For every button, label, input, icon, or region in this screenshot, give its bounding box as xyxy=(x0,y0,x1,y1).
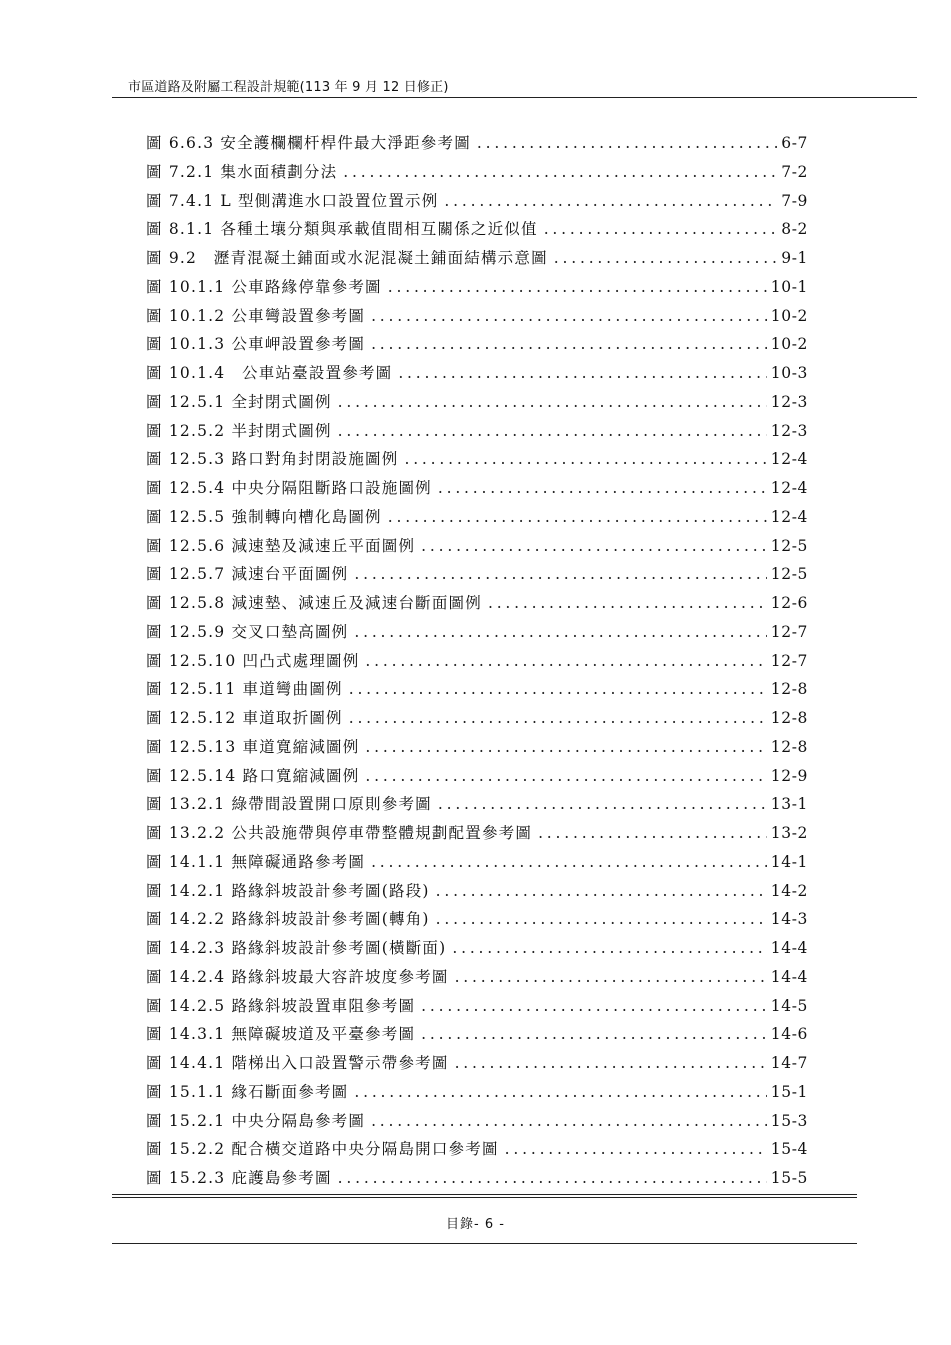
footer-divider xyxy=(112,1243,857,1244)
toc-entry-label: 圖 14.2.5 路緣斜坡設置車阻參考圖 xyxy=(146,996,416,1015)
toc-entry-label: 圖 13.2.2 公共設施帶與停車帶整體規劃配置參考圖 xyxy=(146,824,533,842)
toc-entry-page: 14-4 xyxy=(770,967,808,986)
toc-entry-page: 12-5 xyxy=(770,536,808,555)
toc-entry[interactable] xyxy=(146,850,808,879)
toc-dot-leader xyxy=(455,1054,767,1072)
toc-dot-leader xyxy=(354,1083,766,1101)
toc-entry-label: 圖 12.5.13 車道寬縮減圖例 xyxy=(146,737,360,756)
toc-entry[interactable] xyxy=(146,821,808,850)
toc-entry-page: 7-2 xyxy=(781,162,808,181)
toc-entry-label: 圖 7.2.1 集水面積劃分法 xyxy=(146,162,338,181)
toc-entry[interactable] xyxy=(146,246,808,275)
toc-entry-label: 圖 15.1.1 緣石斷面參考圖 xyxy=(146,1082,349,1101)
toc-entry-label: 圖 15.2.3 庇護島參考圖 xyxy=(146,1169,332,1187)
toc-entry-label: 圖 10.1.1 公車路緣停靠參考圖 xyxy=(146,277,382,296)
toc-entry-label: 圖 12.5.2 半封閉式圖例 xyxy=(146,421,332,440)
toc-entry-page: 8-2 xyxy=(781,220,808,239)
toc-entry-page: 12-7 xyxy=(770,622,808,641)
document-header-title: 市區道路及附屬工程設計規範(113 年 9 月 12 日修正) xyxy=(128,80,449,95)
toc-entry[interactable] xyxy=(146,936,808,965)
toc-dot-leader xyxy=(505,1140,767,1158)
toc-entry-page: 15-3 xyxy=(770,1111,808,1130)
toc-entry[interactable] xyxy=(146,505,808,534)
toc-entry[interactable] xyxy=(146,677,808,706)
toc-entry-page: 12-8 xyxy=(770,680,808,699)
toc-entry-label: 圖 14.2.2 路緣斜坡設計參考圖(轉角) xyxy=(146,910,430,929)
toc-dot-leader xyxy=(438,795,767,813)
toc-entry[interactable] xyxy=(146,1137,808,1166)
toc-entry[interactable] xyxy=(146,131,808,160)
toc-dot-leader xyxy=(388,278,767,296)
toc-entry-page: 14-6 xyxy=(770,1025,808,1044)
toc-dot-leader xyxy=(544,220,778,238)
toc-entry-label: 圖 6.6.3 安全護欄欄杆桿件最大淨距參考圖 xyxy=(146,134,471,152)
toc-dot-leader xyxy=(444,192,777,210)
toc-entry[interactable] xyxy=(146,447,808,476)
toc-dot-leader xyxy=(365,652,766,670)
toc-entry-page: 10-3 xyxy=(770,364,808,382)
toc-entry[interactable] xyxy=(146,591,808,620)
toc-entry-page: 12-8 xyxy=(770,737,808,756)
toc-entry[interactable] xyxy=(146,160,808,189)
toc-entry[interactable] xyxy=(146,994,808,1023)
toc-entry-label: 圖 14.1.1 無障礙通路參考圖 xyxy=(146,852,366,871)
toc-entry-page: 14-5 xyxy=(770,996,808,1015)
toc-entry-label: 圖 10.1.2 公車彎設置參考圖 xyxy=(146,306,366,325)
toc-entry[interactable] xyxy=(146,1051,808,1080)
toc-entry-page: 10-2 xyxy=(770,335,808,354)
toc-entry-page: 12-3 xyxy=(770,392,808,411)
toc-entry[interactable] xyxy=(146,879,808,908)
toc-entry-label: 圖 12.5.5 強制轉向槽化島圖例 xyxy=(146,507,382,526)
toc-entry-page: 14-7 xyxy=(770,1054,808,1072)
toc-entry-page: 12-9 xyxy=(770,766,808,785)
toc-entry-label: 圖 12.5.4 中央分隔阻斷路口設施圖例 xyxy=(146,479,432,497)
toc-dot-leader xyxy=(388,508,767,526)
toc-entry-label: 圖 12.5.10 凹凸式處理圖例 xyxy=(146,651,360,670)
toc-entry-label: 圖 12.5.7 減速台平面圖例 xyxy=(146,565,349,584)
toc-dot-leader xyxy=(421,997,767,1015)
footer-double-divider xyxy=(112,1194,857,1198)
toc-entry-label: 圖 13.2.1 綠帶間設置開口原則參考圖 xyxy=(146,795,432,814)
toc-entry[interactable] xyxy=(146,275,808,304)
toc-entry[interactable] xyxy=(146,1109,808,1138)
toc-entry-page: 7-9 xyxy=(781,191,808,210)
toc-entry-label: 圖 9.2 瀝青混凝土鋪面或水泥混凝土鋪面結構示意圖 xyxy=(146,249,548,267)
toc-entry[interactable] xyxy=(146,620,808,649)
toc-dot-leader xyxy=(354,565,766,583)
toc-entry-page: 10-2 xyxy=(770,306,808,325)
toc-dot-leader xyxy=(455,968,767,986)
toc-entry-label: 圖 12.5.3 路口對角封閉設施圖例 xyxy=(146,450,399,469)
toc-entry-page: 15-5 xyxy=(770,1169,808,1187)
toc-entry-label: 圖 12.5.9 交叉口墊高圖例 xyxy=(146,622,349,641)
toc-entry-label: 圖 8.1.1 各種土壤分類與承載值間相互關係之近似值 xyxy=(146,220,538,239)
toc-entry-page: 6-7 xyxy=(781,134,808,152)
toc-entry-label: 圖 12.5.14 路口寬縮減圖例 xyxy=(146,766,360,785)
toc-entry[interactable] xyxy=(146,332,808,361)
toc-dot-leader xyxy=(488,594,767,612)
toc-dot-leader xyxy=(398,364,766,382)
toc-dot-leader xyxy=(338,1169,767,1187)
toc-entry-page: 12-3 xyxy=(770,421,808,440)
toc-entry-page: 12-6 xyxy=(770,594,808,612)
toc-entry-page: 12-4 xyxy=(770,450,808,469)
toc-entry-label: 圖 15.2.2 配合橫交道路中央分隔島開口參考圖 xyxy=(146,1140,499,1159)
toc-entry-page: 14-2 xyxy=(770,881,808,900)
toc-entry-label: 圖 14.4.1 階梯出入口設置警示帶參考圖 xyxy=(146,1054,449,1072)
toc-entry-page: 12-4 xyxy=(770,507,808,526)
toc-dot-leader xyxy=(436,882,767,900)
header-divider xyxy=(112,97,917,98)
toc-entry[interactable] xyxy=(146,390,808,419)
toc-dot-leader xyxy=(438,479,767,497)
toc-dot-leader xyxy=(371,307,767,325)
toc-entry-page: 14-3 xyxy=(770,910,808,929)
toc-dot-leader xyxy=(371,335,767,353)
toc-entry[interactable] xyxy=(146,476,808,505)
toc-dot-leader xyxy=(404,450,766,468)
footer-page-number: 目錄- 6 - xyxy=(446,1217,505,1232)
toc-entry-page: 13-1 xyxy=(770,795,808,814)
toc-entry-page: 15-1 xyxy=(770,1082,808,1101)
toc-entry-label: 圖 14.2.1 路緣斜坡設計參考圖(路段) xyxy=(146,881,430,900)
toc-entry-page: 12-7 xyxy=(770,651,808,670)
toc-dot-leader xyxy=(421,537,767,555)
toc-entry[interactable] xyxy=(146,764,808,793)
toc-entry-label: 圖 12.5.1 全封閉式圖例 xyxy=(146,392,332,411)
toc-entry-page: 12-4 xyxy=(770,479,808,497)
toc-dot-leader xyxy=(477,134,777,152)
toc-entry-label: 圖 14.2.4 路緣斜坡最大容許坡度參考圖 xyxy=(146,967,449,986)
toc-entry-label: 圖 7.4.1 L 型側溝進水口設置位置示例 xyxy=(146,191,439,210)
table-of-figures xyxy=(146,131,808,1195)
toc-dot-leader xyxy=(365,738,766,756)
toc-entry[interactable] xyxy=(146,907,808,936)
toc-entry[interactable] xyxy=(146,1080,808,1109)
toc-entry-page: 9-1 xyxy=(781,249,808,267)
toc-dot-leader xyxy=(554,249,777,267)
toc-entry[interactable] xyxy=(146,649,808,678)
toc-entry-label: 圖 10.1.3 公車岬設置參考圖 xyxy=(146,335,366,354)
toc-dot-leader xyxy=(421,1025,767,1043)
toc-entry-label: 圖 12.5.8 減速墊、減速丘及減速台斷面圖例 xyxy=(146,594,482,612)
toc-dot-leader xyxy=(371,853,767,871)
toc-entry[interactable] xyxy=(146,1022,808,1051)
toc-dot-leader xyxy=(371,1112,767,1130)
toc-entry-label: 圖 15.2.1 中央分隔島參考圖 xyxy=(146,1111,366,1130)
toc-entry-page: 12-5 xyxy=(770,565,808,584)
toc-dot-leader xyxy=(343,163,777,181)
toc-entry[interactable] xyxy=(146,706,808,735)
toc-dot-leader xyxy=(538,824,767,842)
toc-dot-leader xyxy=(349,680,767,698)
toc-entry[interactable] xyxy=(146,1166,808,1195)
toc-entry[interactable] xyxy=(146,534,808,563)
toc-entry-page: 12-8 xyxy=(770,709,808,727)
toc-entry-label: 圖 10.1.4 公車站臺設置參考圖 xyxy=(146,364,393,382)
toc-entry[interactable] xyxy=(146,562,808,591)
toc-entry[interactable] xyxy=(146,419,808,448)
toc-dot-leader xyxy=(349,709,767,727)
toc-entry-page: 10-1 xyxy=(770,277,808,296)
toc-entry-label: 圖 12.5.12 車道取折圖例 xyxy=(146,709,343,727)
toc-entry-page: 15-4 xyxy=(770,1140,808,1159)
toc-entry-page: 14-1 xyxy=(770,852,808,871)
toc-entry[interactable] xyxy=(146,217,808,246)
toc-entry-label: 圖 14.3.1 無障礙坡道及平臺參考圖 xyxy=(146,1025,416,1044)
toc-entry-label: 圖 14.2.3 路緣斜坡設計參考圖(橫斷面) xyxy=(146,939,447,957)
toc-entry[interactable] xyxy=(146,304,808,333)
toc-dot-leader xyxy=(338,393,767,411)
toc-dot-leader xyxy=(452,939,766,957)
toc-entry[interactable] xyxy=(146,965,808,994)
toc-entry-label: 圖 12.5.6 減速墊及減速丘平面圖例 xyxy=(146,536,416,555)
toc-dot-leader xyxy=(354,623,766,641)
toc-entry[interactable] xyxy=(146,792,808,821)
toc-entry[interactable] xyxy=(146,735,808,764)
toc-dot-leader xyxy=(365,767,766,785)
toc-entry-page: 14-4 xyxy=(770,939,808,957)
toc-dot-leader xyxy=(338,422,767,440)
toc-entry[interactable] xyxy=(146,189,808,218)
toc-entry[interactable] xyxy=(146,361,808,390)
toc-dot-leader xyxy=(436,910,767,928)
toc-entry-label: 圖 12.5.11 車道彎曲圖例 xyxy=(146,680,343,699)
toc-entry-page: 13-2 xyxy=(770,824,808,842)
